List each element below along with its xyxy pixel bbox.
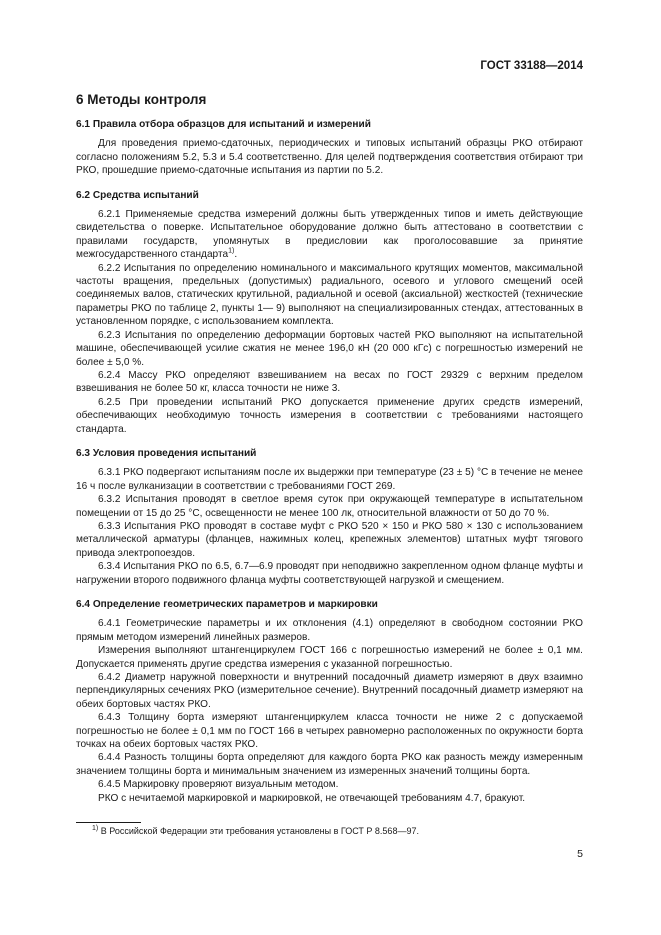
subsection-6-3: [76, 447, 583, 587]
footnote-ref: 1): [228, 247, 235, 255]
paragraph-6-3-4: 6.3.4 Испытания РКО по 6.5, 6.7—6.9 проводят при неподвижно закрепленном одном фланце муфты и нагружении второго подвижного фланца муфты соответствующей нагрузкой и смещением.: [76, 561, 583, 586]
footnote: [92, 826, 582, 837]
subsection-6-1-title: 6.1 Правила отбора образцов для испытаний и измерений: [76, 119, 371, 130]
page-content: [76, 92, 583, 816]
paragraph-6-4-5: 6.4.5 Маркировку проверяют визуальным методом.: [98, 779, 339, 791]
footnote-divider: [76, 822, 141, 823]
paragraph-6-2-2: 6.2.2 Испытания по определению номинального и максимального крутящих моментов, максимальной частоты вращения, предельных (допустимых) радиального, осевого и углового смещений осей соединяемых валов, статических крутильной, радиальной и осевой (аксиальной) жесткостей (технические параметры РКО по таблице 2, пункты 1— 9) выполняют на специализированных стендах, аттестованных в установленном порядке, с использованием комплекта.: [76, 262, 583, 328]
paragraph-6-4-5-reject: РКО с нечитаемой маркировкой и маркировкой, не отвечающей требованиям 4.7, бракуют.: [98, 792, 526, 804]
paragraph-6-4-1-measure: Измерения выполняют штангенциркулем ГОСТ 166 с погрешностью измерений не более ± 0,1 мм. Допускается применять другие средства измерения с указанной погрешностью.: [76, 645, 583, 670]
paragraph-6-1: Для проведения приемо-сдаточных, периодических и типовых испытаний образцы РКО отбирают согласно положениям 5.2, 5.3 и 5.4 соответственно. Для целей подтверждения соответствия отбирают три РКО, прошедшие приемо-сдаточные испытания из партии по 5.2.: [76, 138, 583, 177]
subsection-6-4-title: 6.4 Определение геометрических параметров и маркировки: [76, 599, 378, 610]
subsection-6-4: [76, 598, 583, 805]
paragraph-6-2-3: 6.2.3 Испытания по определению деформации бортовых частей РКО выполняют на испытательной машине, обеспечивающей усилие сжатия не менее 196,0 кН (20 000 кГс) с погрешностью измерений не более ± 5,0 %.: [76, 329, 583, 368]
subsection-6-2-title: 6.2 Средства испытаний: [76, 189, 199, 201]
page-number: 5: [577, 848, 583, 860]
paragraph-6-3-3: 6.3.3 Испытания РКО проводят в составе муфт с РКО 520 × 150 и РКО 580 × 130 с использованием металлической арматуры (фланцев, нажимных колец, крепежных элементов) штатных муфт тягового привода электропоездов.: [76, 520, 583, 559]
section-title: 6 Методы контроля: [76, 92, 207, 107]
paragraph-6-4-2: 6.4.2 Диаметр наружной поверхности и внутренний посадочный диаметр измеряют в двух взаимно перпендикулярных сечениях РКО (измерительное сечение). Внутренний посадочный диаметр измеряют на обеих бортовых частях РКО.: [76, 672, 583, 710]
footnote-mark: 1): [92, 825, 99, 832]
paragraph-6-4-1: 6.4.1 Геометрические параметры и их отклонения (4.1) определяют в свободном состоянии РКО прямым методом измерений линейных размеров.: [76, 618, 583, 643]
paragraph-6-3-2: 6.3.2 Испытания проводят в светлое время суток при окружающей температуре в испытательном помещении от 15 до 25 °С, освещенности не менее 100 лк, относительной влажности от 50 до 70 %.: [76, 494, 583, 519]
paragraph-6-4-4: 6.4.4 Разность толщины борта определяют для каждого борта РКО как разность между измеренным значением толщины борта и минимальным значением из измеренных значений толщины борта.: [76, 752, 583, 777]
paragraph-6-2-4: 6.2.4 Массу РКО определяют взвешиванием на весах по ГОСТ 29329 с верхним пределом взвешивания не более 50 кг, класса точности не ниже 3.: [76, 369, 583, 395]
paragraph-6-4-3: 6.4.3 Толщину борта измеряют штангенциркулем класса точности не ниже 2 с допускаемой погрешностью не более ± 0,1 мм по ГОСТ 166 в четырех равномерно расположенных по окружности борта точках на обеих бортовых частях РКО.: [76, 712, 583, 751]
document-id: ГОСТ 33188—2014: [480, 60, 583, 72]
paragraph-6-2-5: 6.2.5 При проведении испытаний РКО допускается применение других средств измерений, обеспечивающих необходимую точность измерения в соответствии с требованиями настоящего стандарта.: [76, 396, 583, 435]
subsection-6-2: [76, 189, 583, 436]
subsection-6-1: [76, 118, 583, 178]
paragraph-6-2-1: 6.2.1 Применяемые средства измерений должны быть утвержденных типов и иметь действующие свидетельства о поверке. Испытательное оборудование должно быть аттестовано в соответствии с правилами государств, упомянутых в предисловии как проголосовавшие за принятие межгосударственного стандарта$^{1)}$.: [76, 209, 583, 261]
paragraph-6-3-1: 6.3.1 РКО подвергают испытаниям после их выдержки при температуре (23 ± 5) °С в течение не менее 16 ч после вулканизации в соответствии с требованиями ГОСТ 269.: [76, 467, 583, 492]
subsection-6-3-title: 6.3 Условия проведения испытаний: [76, 447, 257, 459]
footnote-text: В Российской Федерации эти требования установлены в ГОСТ Р 8.568—97.: [98, 826, 419, 836]
